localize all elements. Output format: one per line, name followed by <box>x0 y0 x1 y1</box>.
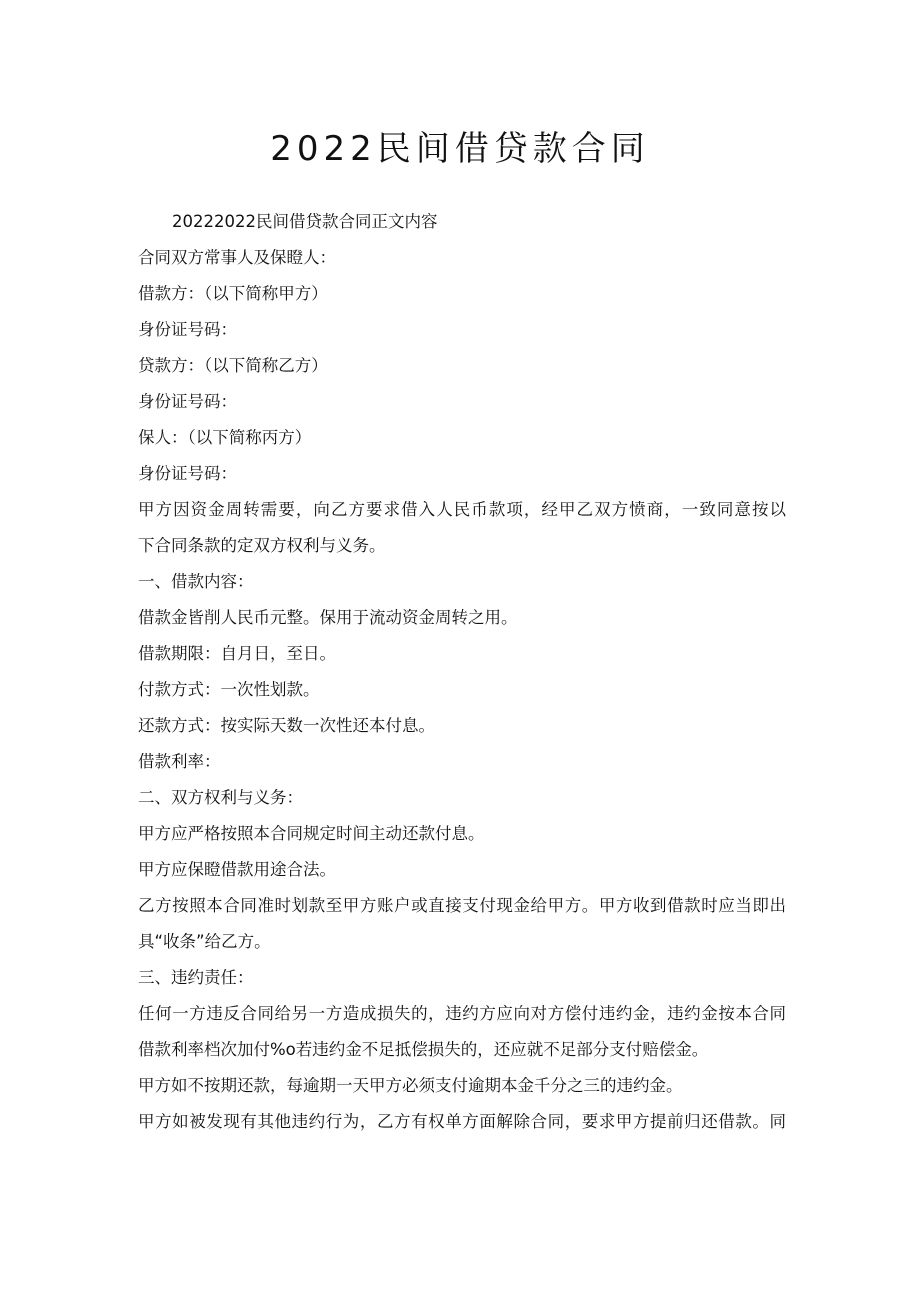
parties-heading-line: 合同双方常事人及保瞪人： <box>138 248 336 267</box>
borrower-id-line: 身份证号码： <box>138 320 237 339</box>
document-title: 2022民间借贷款合同 <box>270 129 650 169</box>
paragraph-line: 甲方应严格按照本合同规定时间主动还款付息。 <box>138 824 485 843</box>
paragraph-line: 任何一方违反合同给另一方造成损失的，违约方应向对方偿付违约金，违约金按本合同 <box>138 1004 786 1023</box>
paragraph-line: 借款利率档次加付%o若违约金不足抵偿损失的，还应就不足部分支付赔偿金。 <box>138 1040 709 1059</box>
section-heading-3: 三、违约责任： <box>138 968 254 987</box>
borrower-line: 借款方：（以下简称甲方） <box>138 284 328 303</box>
paragraph-line: 下合同条款的定双方权利与义务。 <box>138 536 386 555</box>
paragraph-line: 甲方如被发现有其他违约行为，乙方有权单方面解除合同，要求甲方提前归还借款。同 <box>138 1112 786 1131</box>
paragraph-line: 借款利率： <box>138 752 221 771</box>
lender-id-line: 身份证号码： <box>138 392 237 411</box>
paragraph-line: 乙方按照本合同准时划款至甲方账户或直接支付现金给甲方。甲方收到借款时应当即出 <box>138 896 786 915</box>
guarantor-line: 保人：（以下简称丙方） <box>138 428 312 447</box>
paragraph-line: 付款方式：一次性划款。 <box>138 680 320 699</box>
section-heading-1: 一、借款内容： <box>138 572 254 591</box>
paragraph-line: 借款金皆削人民币元整。保用于流动资金周转之用。 <box>138 608 518 627</box>
lender-line: 贷款方：（以下简称乙方） <box>138 356 328 375</box>
paragraph-line: 甲方因资金周转需要，向乙方要求借入人民币款项，经甲乙双方愤商，一致同意按以 <box>138 500 786 519</box>
document-body <box>138 204 790 1140</box>
doc-subtitle-line: 20222022民间借贷款合同正文内容 <box>172 212 438 231</box>
paragraph-line: 还款方式：按实际天数一次性还本付息。 <box>138 716 435 735</box>
paragraph-line: 甲方应保瞪借款用途合法。 <box>138 860 336 879</box>
paragraph-line: 甲方如不按期还款，每逾期一天甲方必须支付逾期本金千分之三的违约金。 <box>138 1076 683 1095</box>
paragraph-line: 借款期限：自月日，至日。 <box>138 644 336 663</box>
paragraph-line: 具“收条”给乙方。 <box>138 932 271 951</box>
section-heading-2: 二、双方权利与义务： <box>138 788 303 807</box>
guarantor-id-line: 身份证号码： <box>138 464 237 483</box>
